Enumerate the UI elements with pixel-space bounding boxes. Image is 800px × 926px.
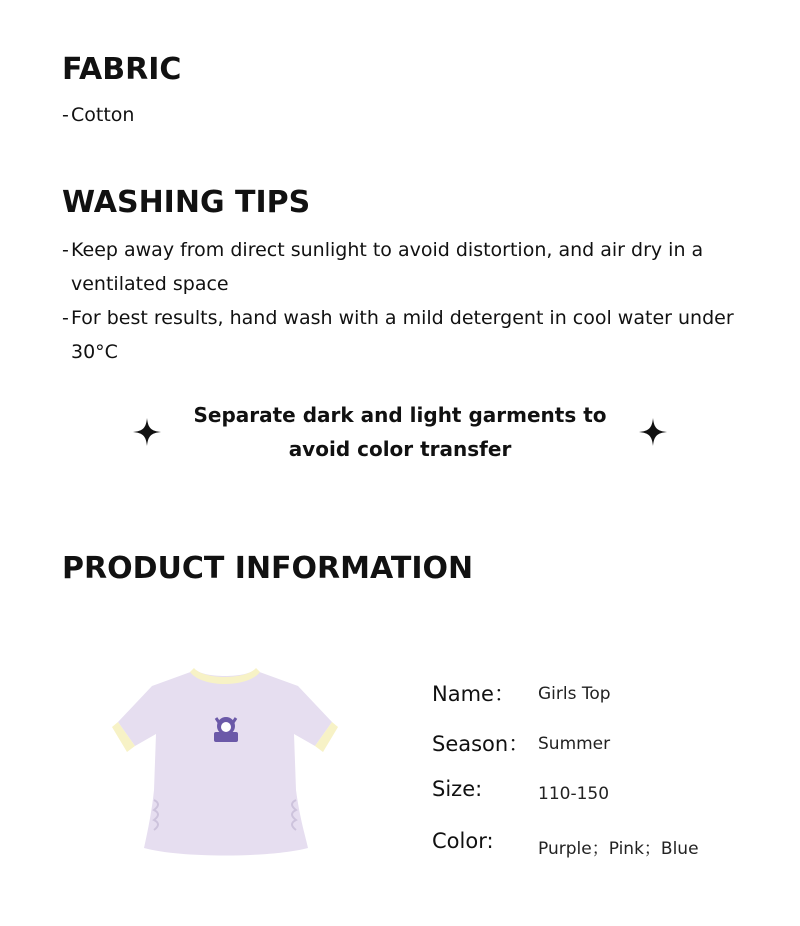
product-image [110,660,340,860]
bullet-dash: - [62,104,69,126]
washing-tip-text: Keep away from direct sunlight to avoid distortion, and air dry in a ventilated space [71,239,704,295]
color-value: Purple；Pink；Blue [538,839,699,859]
product-info-title: PRODUCT INFORMATION [62,551,474,586]
sparkle-icon [639,418,667,446]
color-label: Color: [432,829,494,853]
bullet-dash: - [62,239,69,261]
washing-tip [62,233,751,301]
washing-tip-text: For best results, hand wash with a mild detergent in cool water under 30°C [71,307,734,363]
fabric-item [62,98,751,132]
fabric-title: FABRIC [62,52,182,87]
separate-garments-note: Separate dark and light garments to avoid color transfer [193,403,607,461]
sparkle-icon [133,418,161,446]
fabric-item-text: Cotton [71,104,135,126]
season-label: Season： [432,732,530,756]
season-value: Summer [538,734,611,754]
washing-tip [62,301,751,369]
bullet-dash: - [62,307,69,329]
washing-tips-title: WASHING TIPS [62,185,311,220]
size-label: Size: [432,777,483,801]
name-value: Girls Top [538,684,611,704]
name-label: Name： [432,682,515,706]
size-value: 110-150 [538,784,610,804]
